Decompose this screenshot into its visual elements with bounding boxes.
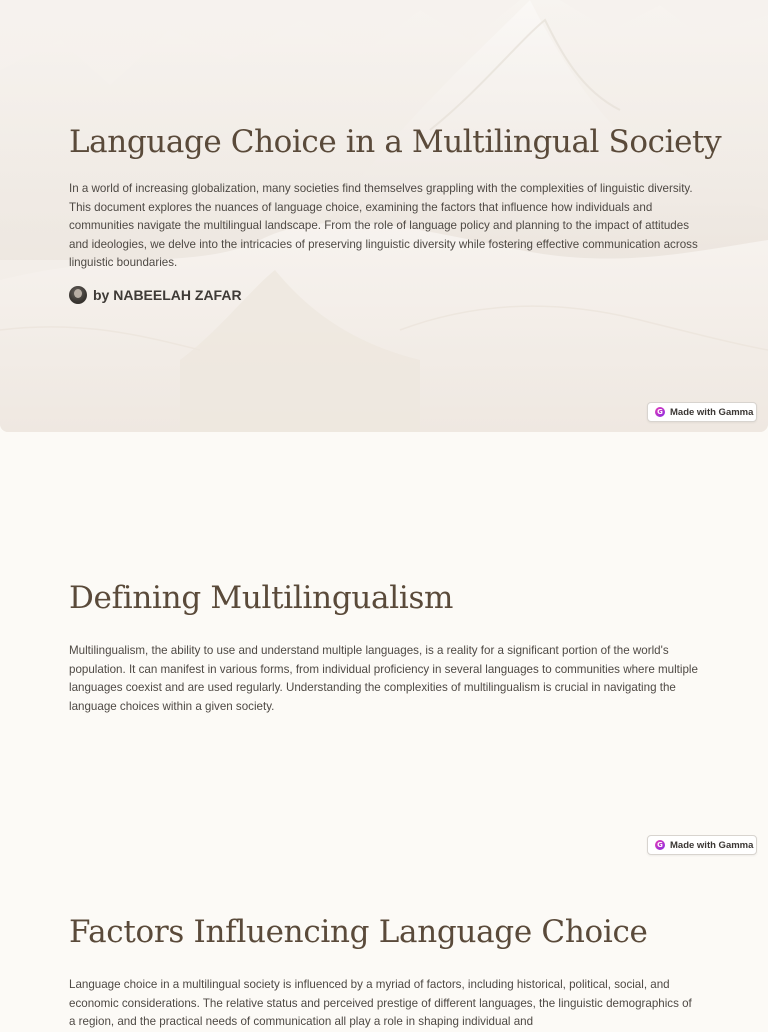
badge-label: Made with Gamma (670, 406, 754, 418)
gamma-logo-icon: G (655, 407, 665, 417)
author-byline (69, 285, 242, 305)
section-body-defining-multilingualism: Multilingualism, the ability to use and understand multiple languages, is a reality for a significant portion of the world's population. It can manifest in various forms, from individual proficiency in several languages to communities where multiple languages coexist and are used regularly. Understanding the complexities of multilingualism is crucial in navigating the language choices within a given society. (69, 644, 698, 713)
intro-paragraph: In a world of increasing globalization, many societies find themselves grappling with the complexities of linguistic diversity. This document explores the nuances of language choice, examining the factors that influence how individuals and communities navigate the multilingual landscape. From the role of language policy and planning to the impact of attitudes and ideologies, we delve into the intricacies of preserving linguistic diversity while fostering effective communication across linguistic boundaries. (69, 182, 698, 269)
made-with-gamma-button[interactable] (647, 402, 757, 422)
author-name: by NABEELAH ZAFAR (93, 287, 242, 303)
made-with-gamma-button[interactable] (647, 835, 757, 855)
gamma-logo-icon: G (655, 840, 665, 850)
hero-card (0, 0, 768, 432)
badge-label: Made with Gamma (670, 839, 754, 851)
section-title-defining-multilingualism: Defining Multilingualism (69, 580, 454, 616)
user-avatar-icon (69, 286, 87, 304)
section-body-factors-influencing: Language choice in a multilingual society is influenced by a myriad of factors, including historical, political, social, and economic considerations. The relative status and perceived prestige of different languages, the linguistic demographics of a region, and the practical needs of communication all play a role in shaping individual and (69, 978, 692, 1028)
page-title: Language Choice in a Multilingual Society (69, 124, 722, 160)
section-title-factors-influencing: Factors Influencing Language Choice (69, 914, 648, 950)
